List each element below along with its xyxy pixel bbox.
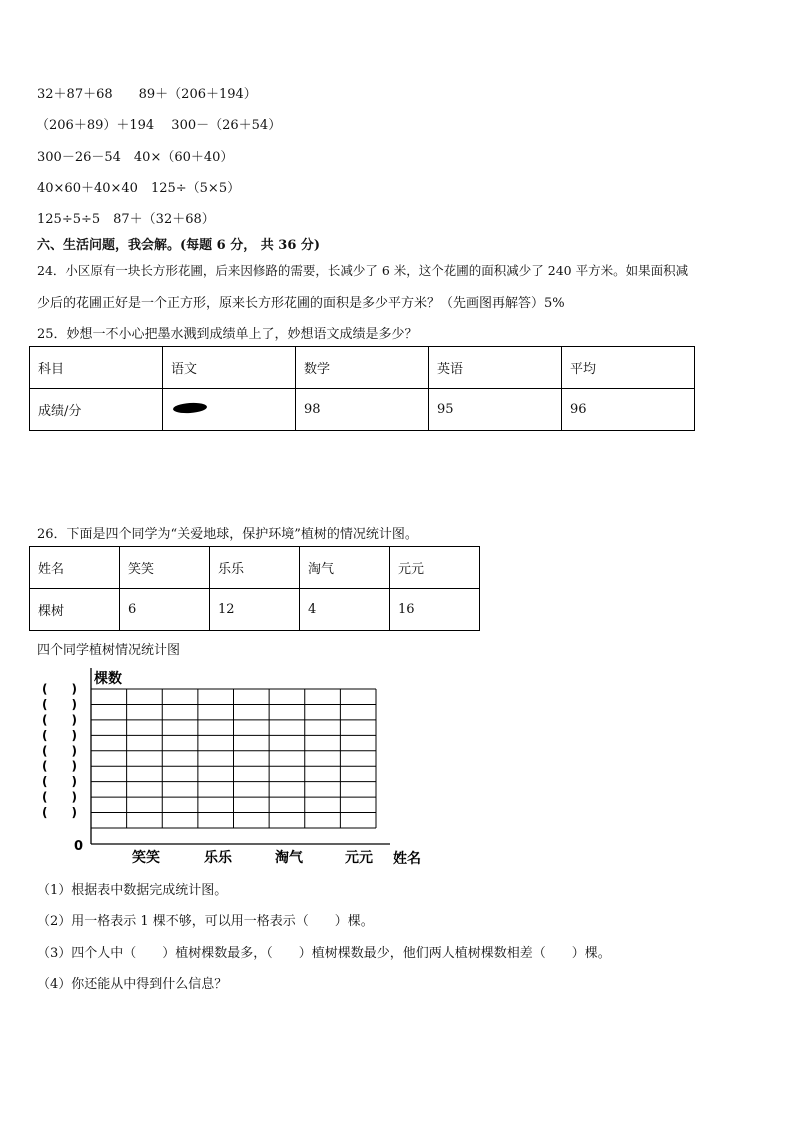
score-cell: 95 — [429, 389, 562, 431]
score-header-cell: 科目 — [30, 347, 163, 389]
x-tick-label: 笑笑 — [132, 850, 160, 866]
y-tick-label: ( ) — [42, 712, 77, 727]
tree-header-cell: 淘气 — [300, 547, 390, 589]
calc-line-4: 40×60＋40×40 125÷（5×5） — [37, 181, 241, 196]
score-table — [29, 346, 695, 431]
section-heading: 六、生活问题，我会解。(每题 6 分， 共 36 分) — [37, 238, 321, 253]
q26-sub4: （4）你还能从中得到什么信息？ — [37, 977, 228, 992]
q26-sub3: （3）四个人中（ ）植树棵数最多，（ ）植树棵数最少，他们两人植树棵数相差（ ）棵。 — [37, 946, 611, 961]
y-tick-label: ( ) — [42, 697, 77, 712]
score-cell: 98 — [296, 389, 429, 431]
origin-label: 0 — [74, 839, 84, 854]
score-header-cell: 英语 — [429, 347, 562, 389]
q26-sub1: （1）根据表中数据完成统计图。 — [37, 883, 228, 898]
score-row-label: 成绩/分 — [30, 389, 163, 431]
y-tick-label: ( ) — [42, 682, 77, 696]
tree-header-cell: 姓名 — [30, 547, 120, 589]
score-header-cell: 平均 — [562, 347, 695, 389]
tree-header-cell: 元元 — [390, 547, 480, 589]
q24-text-line2: 少后的花圃正好是一个正方形，原来长方形花圃的面积是多少平方米？（先画图再解答）5% — [37, 296, 565, 311]
x-tick-label: 乐乐 — [204, 850, 232, 866]
tree-cell: 12 — [210, 589, 300, 631]
y-tick-label: ( ) — [42, 743, 77, 758]
x-tick-label: 淘气 — [275, 850, 303, 866]
calc-line-5: 125÷5÷5 87＋（32＋68） — [37, 212, 215, 227]
tree-cell: 16 — [390, 589, 480, 631]
q26-sub2: （2）用一格表示 1 棵不够，可以用一格表示（ ）棵。 — [37, 914, 374, 929]
tree-cell: 4 — [300, 589, 390, 631]
tree-row-label: 棵树 — [30, 589, 120, 631]
q25-text: 25．妙想一不小心把墨水溅到成绩单上了，妙想语文成绩是多少？ — [37, 327, 418, 342]
ink-blot-icon — [173, 402, 208, 414]
chart-title: 四个同学植树情况统计图 — [37, 643, 181, 658]
q24-text-line1: 24．小区原有一块长方形花圃，后来因修路的需要，长减少了 6 米，这个花圃的面积减少了 240 平方米。如果面积减 — [37, 263, 689, 278]
score-cell-chinese — [163, 389, 296, 431]
calc-line-1: 32＋87＋68 89＋（206＋194） — [37, 87, 257, 102]
x-tick-label: 元元 — [345, 850, 373, 866]
y-tick-label: ( ) — [42, 728, 77, 743]
tree-bar-chart — [34, 664, 434, 870]
tree-table — [29, 546, 480, 631]
score-header-cell: 数学 — [296, 347, 429, 389]
y-axis-label: 棵数 — [94, 671, 122, 687]
tree-header-cell: 笑笑 — [120, 547, 210, 589]
x-axis-label: 姓名 — [393, 851, 421, 867]
y-tick-label: ( ) — [42, 759, 77, 774]
tree-cell: 6 — [120, 589, 210, 631]
score-cell: 96 — [562, 389, 695, 431]
calc-line-3: 300－26－54 40×（60＋40） — [37, 150, 234, 165]
calc-line-2: （206＋89）＋194 300－（26＋54） — [36, 118, 282, 133]
y-tick-label: ( ) — [42, 774, 77, 789]
y-tick-label: ( ) — [42, 805, 77, 820]
y-tick-label: ( ) — [42, 790, 77, 805]
q26-text: 26．下面是四个同学为“关爱地球，保护环境”植树的情况统计图。 — [37, 527, 418, 542]
tree-header-cell: 乐乐 — [210, 547, 300, 589]
score-header-cell: 语文 — [163, 347, 296, 389]
